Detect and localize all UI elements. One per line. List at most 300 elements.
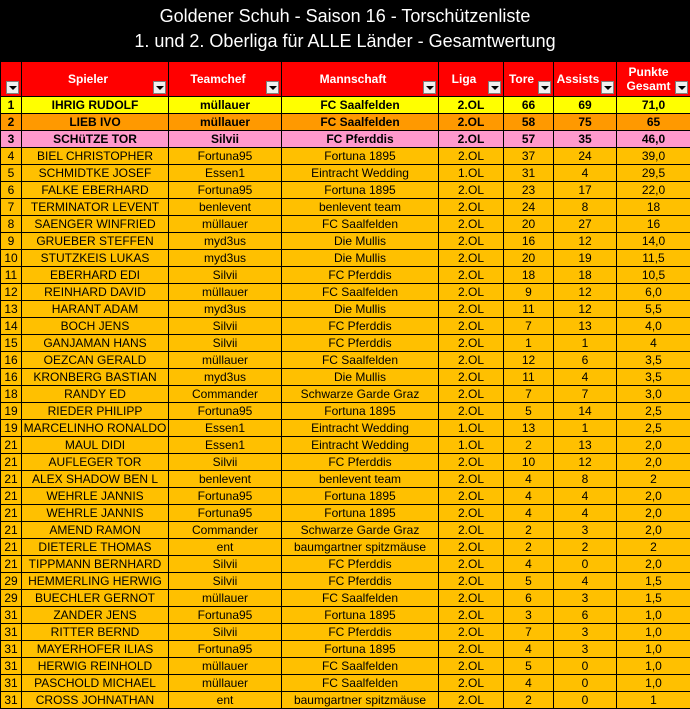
goals-cell[interactable]: 18 [504,267,554,284]
player-cell[interactable]: KRONBERG BASTIAN [22,369,169,386]
assists-cell[interactable]: 8 [554,199,617,216]
points-cell[interactable]: 29,5 [617,165,690,182]
filter-dropdown-icon[interactable] [538,81,551,94]
team-cell[interactable]: Schwarze Garde Graz [282,386,439,403]
teamchef-cell[interactable]: müllauer [169,675,282,692]
player-cell[interactable]: DIETERLE THOMAS [22,539,169,556]
player-cell[interactable]: TIPPMANN BERNHARD [22,556,169,573]
player-cell[interactable]: HEMMERLING HERWIG [22,573,169,590]
player-cell[interactable]: BIEL CHRISTOPHER [22,148,169,165]
teamchef-cell[interactable]: Fortuna95 [169,607,282,624]
rank-cell[interactable]: 31 [1,624,22,641]
teamchef-cell[interactable]: Essen1 [169,165,282,182]
teamchef-cell[interactable]: Silvii [169,624,282,641]
table-row [1,165,690,182]
team-cell[interactable]: FC Pferddis [282,335,439,352]
goals-cell[interactable]: 7 [504,318,554,335]
teamchef-cell[interactable]: müllauer [169,352,282,369]
team-cell[interactable]: Die Mullis [282,369,439,386]
goals-cell[interactable]: 3 [504,607,554,624]
goals-cell[interactable]: 57 [504,131,554,148]
goals-cell[interactable]: 7 [504,624,554,641]
teamchef-cell[interactable]: müllauer [169,590,282,607]
rank-cell[interactable]: 19 [1,420,22,437]
player-cell[interactable]: GRUEBER STEFFEN [22,233,169,250]
assists-cell[interactable]: 3 [554,641,617,658]
points-cell[interactable]: 3,5 [617,352,690,369]
teamchef-cell[interactable]: Fortuna95 [169,641,282,658]
player-cell[interactable]: PASCHOLD MICHAEL [22,675,169,692]
teamchef-cell[interactable]: Silvii [169,267,282,284]
goals-cell[interactable]: 4 [504,641,554,658]
assists-cell[interactable]: 12 [554,454,617,471]
teamchef-cell[interactable]: Commander [169,386,282,403]
league-cell[interactable]: 2.OL [439,97,504,114]
points-cell[interactable]: 1 [617,692,690,709]
assists-cell[interactable]: 13 [554,318,617,335]
assists-cell[interactable]: 24 [554,148,617,165]
filter-dropdown-icon[interactable] [423,81,436,94]
player-cell[interactable]: STUTZKEIS LUKAS [22,250,169,267]
points-cell[interactable]: 71,0 [617,97,690,114]
goals-cell[interactable]: 4 [504,488,554,505]
assists-cell[interactable]: 3 [554,522,617,539]
points-cell[interactable]: 65 [617,114,690,131]
assists-cell[interactable]: 12 [554,233,617,250]
team-cell[interactable]: benlevent team [282,199,439,216]
team-cell[interactable]: FC Saalfelden [282,658,439,675]
points-cell[interactable]: 1,0 [617,675,690,692]
teamchef-cell[interactable]: müllauer [169,114,282,131]
goals-cell[interactable]: 12 [504,352,554,369]
points-cell[interactable]: 1,5 [617,573,690,590]
goals-cell[interactable]: 2 [504,522,554,539]
assists-cell[interactable]: 4 [554,488,617,505]
rank-cell[interactable]: 16 [1,369,22,386]
league-cell[interactable]: 2.OL [439,573,504,590]
goals-cell[interactable]: 9 [504,284,554,301]
points-cell[interactable]: 5,5 [617,301,690,318]
teamchef-cell[interactable]: Silvii [169,556,282,573]
teamchef-cell[interactable]: Fortuna95 [169,182,282,199]
rank-cell[interactable]: 21 [1,505,22,522]
teamchef-cell[interactable]: Fortuna95 [169,505,282,522]
player-cell[interactable]: AMEND RAMON [22,522,169,539]
goals-cell[interactable]: 66 [504,97,554,114]
assists-cell[interactable]: 13 [554,437,617,454]
assists-cell[interactable]: 69 [554,97,617,114]
teamchef-cell[interactable]: müllauer [169,284,282,301]
team-cell[interactable]: Die Mullis [282,301,439,318]
goals-cell[interactable]: 20 [504,216,554,233]
goals-cell[interactable]: 6 [504,590,554,607]
league-cell[interactable]: 1.OL [439,165,504,182]
league-cell[interactable]: 2.OL [439,369,504,386]
points-cell[interactable]: 2,0 [617,505,690,522]
team-cell[interactable]: Die Mullis [282,233,439,250]
goals-cell[interactable]: 4 [504,471,554,488]
goals-cell[interactable]: 5 [504,573,554,590]
points-cell[interactable]: 2,0 [617,522,690,539]
league-cell[interactable]: 1.OL [439,420,504,437]
team-cell[interactable]: Fortuna 1895 [282,607,439,624]
points-cell[interactable]: 1,0 [617,658,690,675]
player-cell[interactable]: MARCELINHO RONALDO [22,420,169,437]
points-cell[interactable]: 2 [617,471,690,488]
points-cell[interactable]: 2,0 [617,454,690,471]
assists-cell[interactable]: 27 [554,216,617,233]
goals-cell[interactable]: 20 [504,250,554,267]
league-cell[interactable]: 2.OL [439,505,504,522]
league-cell[interactable]: 2.OL [439,607,504,624]
goals-cell[interactable]: 13 [504,420,554,437]
assists-cell[interactable]: 8 [554,471,617,488]
teamchef-cell[interactable]: myd3us [169,250,282,267]
team-cell[interactable]: Eintracht Wedding [282,420,439,437]
goals-cell[interactable]: 23 [504,182,554,199]
teamchef-cell[interactable]: ent [169,539,282,556]
assists-cell[interactable]: 0 [554,692,617,709]
sort-descending-icon[interactable] [675,81,688,94]
goals-cell[interactable]: 7 [504,386,554,403]
league-cell[interactable]: 2.OL [439,454,504,471]
rank-cell[interactable]: 10 [1,250,22,267]
teamchef-cell[interactable]: Fortuna95 [169,403,282,420]
player-cell[interactable]: CROSS JOHNATHAN [22,692,169,709]
team-cell[interactable]: benlevent team [282,471,439,488]
league-cell[interactable]: 2.OL [439,335,504,352]
player-cell[interactable]: SAENGER WINFRIED [22,216,169,233]
player-cell[interactable]: LIEB IVO [22,114,169,131]
rank-cell[interactable]: 31 [1,675,22,692]
team-cell[interactable]: Schwarze Garde Graz [282,522,439,539]
assists-cell[interactable]: 3 [554,624,617,641]
team-cell[interactable]: Eintracht Wedding [282,437,439,454]
goals-cell[interactable]: 16 [504,233,554,250]
goals-cell[interactable]: 11 [504,301,554,318]
player-cell[interactable]: IHRIG RUDOLF [22,97,169,114]
teamchef-cell[interactable]: benlevent [169,471,282,488]
points-cell[interactable]: 4,0 [617,318,690,335]
player-cell[interactable]: AUFLEGER TOR [22,454,169,471]
league-cell[interactable]: 2.OL [439,692,504,709]
teamchef-cell[interactable]: müllauer [169,658,282,675]
player-cell[interactable]: MAYERHOFER ILIAS [22,641,169,658]
filter-dropdown-icon[interactable] [601,81,614,94]
team-cell[interactable]: FC Pferddis [282,573,439,590]
league-cell[interactable]: 2.OL [439,182,504,199]
points-cell[interactable]: 1,0 [617,607,690,624]
teamchef-cell[interactable]: Commander [169,522,282,539]
player-cell[interactable]: RANDY ED [22,386,169,403]
points-cell[interactable]: 39,0 [617,148,690,165]
assists-cell[interactable]: 17 [554,182,617,199]
league-cell[interactable]: 2.OL [439,318,504,335]
assists-cell[interactable]: 4 [554,165,617,182]
rank-cell[interactable]: 21 [1,556,22,573]
rank-cell[interactable]: 21 [1,522,22,539]
rank-cell[interactable]: 5 [1,165,22,182]
filter-dropdown-icon[interactable] [6,81,19,94]
points-cell[interactable]: 1,0 [617,624,690,641]
player-cell[interactable]: ALEX SHADOW BEN L [22,471,169,488]
goals-cell[interactable]: 4 [504,505,554,522]
league-cell[interactable]: 2.OL [439,488,504,505]
team-cell[interactable]: FC Saalfelden [282,352,439,369]
points-cell[interactable]: 2,0 [617,488,690,505]
rank-cell[interactable]: 13 [1,301,22,318]
league-cell[interactable]: 2.OL [439,386,504,403]
assists-cell[interactable]: 0 [554,675,617,692]
assists-cell[interactable]: 0 [554,658,617,675]
team-cell[interactable]: FC Pferddis [282,267,439,284]
rank-cell[interactable]: 6 [1,182,22,199]
league-cell[interactable]: 2.OL [439,522,504,539]
league-cell[interactable]: 2.OL [439,590,504,607]
points-cell[interactable]: 10,5 [617,267,690,284]
league-cell[interactable]: 2.OL [439,301,504,318]
goals-cell[interactable]: 5 [504,403,554,420]
league-cell[interactable]: 2.OL [439,556,504,573]
team-cell[interactable]: Fortuna 1895 [282,505,439,522]
rank-cell[interactable]: 18 [1,386,22,403]
teamchef-cell[interactable]: Silvii [169,573,282,590]
league-cell[interactable]: 2.OL [439,352,504,369]
team-cell[interactable]: FC Saalfelden [282,284,439,301]
points-cell[interactable]: 2,0 [617,556,690,573]
filter-dropdown-icon[interactable] [488,81,501,94]
points-cell[interactable]: 1,0 [617,641,690,658]
team-cell[interactable]: Eintracht Wedding [282,165,439,182]
assists-cell[interactable]: 18 [554,267,617,284]
sheet-title: Goldener Schuh - Saison 16 - Torschützenliste [159,6,531,26]
teamchef-cell[interactable]: Fortuna95 [169,488,282,505]
goals-cell[interactable]: 24 [504,199,554,216]
points-cell[interactable]: 3,5 [617,369,690,386]
assists-cell[interactable]: 14 [554,403,617,420]
assists-cell[interactable]: 75 [554,114,617,131]
points-cell[interactable]: 2,0 [617,437,690,454]
goals-cell[interactable]: 11 [504,369,554,386]
assists-cell[interactable]: 19 [554,250,617,267]
points-cell[interactable]: 2,5 [617,420,690,437]
points-cell[interactable]: 22,0 [617,182,690,199]
league-cell[interactable]: 2.OL [439,471,504,488]
teamchef-cell[interactable]: Fortuna95 [169,148,282,165]
table-row [1,97,690,114]
team-cell[interactable]: FC Pferddis [282,624,439,641]
rank-cell[interactable]: 21 [1,437,22,454]
goals-cell[interactable]: 4 [504,556,554,573]
rank-cell[interactable]: 12 [1,284,22,301]
points-cell[interactable]: 3,0 [617,386,690,403]
teamchef-cell[interactable]: Silvii [169,318,282,335]
points-cell[interactable]: 2 [617,539,690,556]
points-cell[interactable]: 11,5 [617,250,690,267]
teamchef-cell[interactable]: myd3us [169,369,282,386]
teamchef-cell[interactable]: benlevent [169,199,282,216]
rank-cell[interactable]: 29 [1,573,22,590]
assists-cell[interactable]: 6 [554,352,617,369]
team-cell[interactable]: FC Saalfelden [282,114,439,131]
team-cell[interactable]: Fortuna 1895 [282,182,439,199]
league-cell[interactable]: 1.OL [439,437,504,454]
league-cell[interactable]: 2.OL [439,199,504,216]
points-cell[interactable]: 2,5 [617,403,690,420]
team-cell[interactable]: Die Mullis [282,250,439,267]
league-cell[interactable]: 2.OL [439,216,504,233]
player-cell[interactable]: RITTER BERND [22,624,169,641]
player-cell[interactable]: BOCH JENS [22,318,169,335]
rank-cell[interactable]: 21 [1,488,22,505]
goals-cell[interactable]: 5 [504,658,554,675]
league-cell[interactable]: 2.OL [439,114,504,131]
assists-cell[interactable]: 35 [554,131,617,148]
rank-cell[interactable]: 29 [1,590,22,607]
rank-cell[interactable]: 4 [1,148,22,165]
teamchef-cell[interactable]: Silvii [169,131,282,148]
goals-cell[interactable]: 1 [504,335,554,352]
team-cell[interactable]: FC Pferddis [282,454,439,471]
player-cell[interactable]: GANJAMAN HANS [22,335,169,352]
assists-cell[interactable]: 1 [554,420,617,437]
goals-cell[interactable]: 10 [504,454,554,471]
assists-cell[interactable]: 0 [554,556,617,573]
league-cell[interactable]: 2.OL [439,641,504,658]
player-cell[interactable]: WEHRLE JANNIS [22,488,169,505]
player-cell[interactable]: HARANT ADAM [22,301,169,318]
team-cell[interactable]: baumgartner spitzmäuse [282,539,439,556]
goals-cell[interactable]: 4 [504,675,554,692]
player-cell[interactable]: EBERHARD EDI [22,267,169,284]
rank-cell[interactable]: 31 [1,641,22,658]
team-cell[interactable]: baumgartner spitzmäuse [282,692,439,709]
team-cell[interactable]: FC Pferddis [282,131,439,148]
team-cell[interactable]: Fortuna 1895 [282,148,439,165]
player-cell[interactable]: FALKE EBERHARD [22,182,169,199]
table-row [1,624,690,641]
rank-cell[interactable]: 8 [1,216,22,233]
teamchef-cell[interactable]: Essen1 [169,420,282,437]
team-cell[interactable]: FC Saalfelden [282,675,439,692]
team-cell[interactable]: FC Pferddis [282,556,439,573]
rank-cell[interactable]: 11 [1,267,22,284]
team-cell[interactable]: FC Saalfelden [282,590,439,607]
team-cell[interactable]: Fortuna 1895 [282,641,439,658]
rank-cell[interactable]: 7 [1,199,22,216]
rank-cell[interactable]: 19 [1,403,22,420]
teamchef-cell[interactable]: Essen1 [169,437,282,454]
points-cell[interactable]: 4 [617,335,690,352]
player-cell[interactable]: ZANDER JENS [22,607,169,624]
teamchef-cell[interactable]: ent [169,692,282,709]
assists-cell[interactable]: 7 [554,386,617,403]
rank-cell[interactable]: 16 [1,352,22,369]
assists-cell[interactable]: 3 [554,590,617,607]
league-cell[interactable]: 2.OL [439,131,504,148]
teamchef-cell[interactable]: myd3us [169,301,282,318]
player-cell[interactable]: RIEDER PHILIPP [22,403,169,420]
league-cell[interactable]: 2.OL [439,403,504,420]
filter-dropdown-icon[interactable] [266,81,279,94]
points-cell[interactable]: 16 [617,216,690,233]
rank-cell[interactable]: 1 [1,97,22,114]
teamchef-cell[interactable]: müllauer [169,97,282,114]
league-cell[interactable]: 2.OL [439,233,504,250]
player-cell[interactable]: WEHRLE JANNIS [22,505,169,522]
player-cell[interactable]: TERMINATOR LEVENT [22,199,169,216]
rank-cell[interactable]: 2 [1,114,22,131]
rank-cell[interactable]: 21 [1,539,22,556]
teamchef-cell[interactable]: Silvii [169,335,282,352]
teamchef-cell[interactable]: Silvii [169,454,282,471]
league-cell[interactable]: 2.OL [439,267,504,284]
rank-cell[interactable]: 9 [1,233,22,250]
assists-cell[interactable]: 12 [554,284,617,301]
team-cell[interactable]: FC Saalfelden [282,97,439,114]
league-cell[interactable]: 2.OL [439,624,504,641]
rank-cell[interactable]: 3 [1,131,22,148]
assists-cell[interactable]: 12 [554,301,617,318]
rank-cell[interactable]: 21 [1,454,22,471]
player-cell[interactable]: SCHMIDTKE JOSEF [22,165,169,182]
league-cell[interactable]: 2.OL [439,148,504,165]
player-cell[interactable]: SCHüTZE TOR [22,131,169,148]
goals-cell[interactable]: 2 [504,692,554,709]
team-cell[interactable]: FC Saalfelden [282,216,439,233]
player-cell[interactable]: MAUL DIDI [22,437,169,454]
player-cell[interactable]: HERWIG REINHOLD [22,658,169,675]
points-cell[interactable]: 18 [617,199,690,216]
rank-cell[interactable]: 21 [1,471,22,488]
assists-cell[interactable]: 2 [554,539,617,556]
rank-cell[interactable]: 31 [1,658,22,675]
goals-cell[interactable]: 2 [504,539,554,556]
league-cell[interactable]: 2.OL [439,250,504,267]
rank-cell[interactable]: 31 [1,692,22,709]
goals-cell[interactable]: 31 [504,165,554,182]
assists-cell[interactable]: 6 [554,607,617,624]
points-cell[interactable]: 1,5 [617,590,690,607]
team-cell[interactable]: FC Pferddis [282,318,439,335]
filter-dropdown-icon[interactable] [153,81,166,94]
league-cell[interactable]: 2.OL [439,284,504,301]
assists-cell[interactable]: 4 [554,573,617,590]
player-cell[interactable]: REINHARD DAVID [22,284,169,301]
league-cell[interactable]: 2.OL [439,675,504,692]
points-cell[interactable]: 46,0 [617,131,690,148]
team-cell[interactable]: Fortuna 1895 [282,488,439,505]
points-cell[interactable]: 14,0 [617,233,690,250]
player-cell[interactable]: BUECHLER GERNOT [22,590,169,607]
goals-cell[interactable]: 58 [504,114,554,131]
goals-cell[interactable]: 37 [504,148,554,165]
assists-cell[interactable]: 4 [554,369,617,386]
rank-cell[interactable]: 15 [1,335,22,352]
assists-cell[interactable]: 4 [554,505,617,522]
points-cell[interactable]: 6,0 [617,284,690,301]
teamchef-cell[interactable]: myd3us [169,233,282,250]
teamchef-cell[interactable]: müllauer [169,216,282,233]
goals-cell[interactable]: 2 [504,437,554,454]
player-cell[interactable]: OEZCAN GERALD [22,352,169,369]
rank-cell[interactable]: 14 [1,318,22,335]
rank-cell[interactable]: 31 [1,607,22,624]
team-cell[interactable]: Fortuna 1895 [282,403,439,420]
league-cell[interactable]: 2.OL [439,539,504,556]
assists-cell[interactable]: 1 [554,335,617,352]
league-cell[interactable]: 2.OL [439,658,504,675]
